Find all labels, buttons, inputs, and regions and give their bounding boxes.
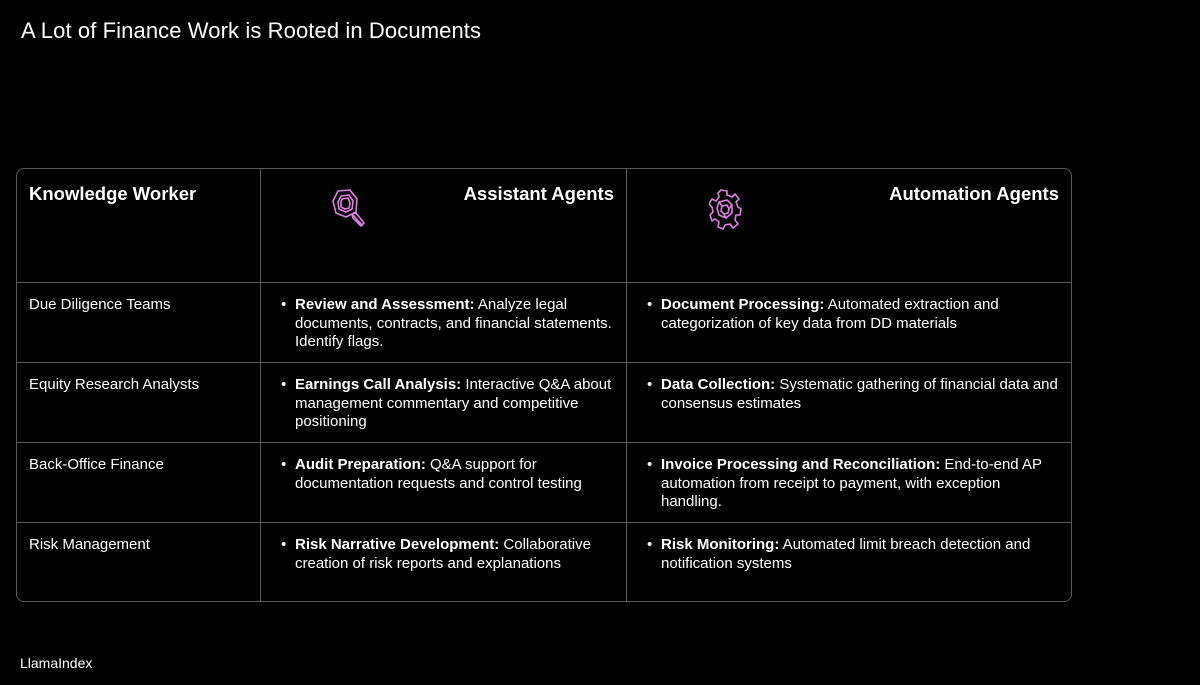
item-text: Automated extraction and categorization of key data from DD materials [661, 296, 999, 332]
item-title: Earnings Call Analysis: [295, 376, 462, 393]
list-item [281, 376, 616, 432]
automation-cell [627, 363, 1071, 443]
item-text: Systematic gathering of financial data and consensus estimates [661, 376, 1058, 412]
bullet-dot: • [647, 376, 653, 393]
item-title: Document Processing: [661, 296, 825, 313]
header-automation-agents [627, 169, 1071, 283]
item-title: Review and Assessment: [295, 296, 475, 313]
worker-label: Risk Management [29, 536, 150, 553]
table-row-worker [17, 443, 261, 523]
worker-label: Back-Office Finance [29, 456, 164, 473]
list-item [647, 376, 1061, 413]
item-title: Risk Monitoring: [661, 536, 780, 553]
list-item [647, 296, 1061, 333]
header-assistant-agents-label: Assistant Agents [463, 183, 614, 204]
header-assistant-agents [261, 169, 627, 283]
list-item [281, 456, 616, 493]
list-item [281, 536, 616, 573]
assistant-cell [261, 523, 627, 601]
page-title: A Lot of Finance Work is Rooted in Documents [21, 18, 482, 43]
bullet-dot: • [281, 376, 287, 393]
item-text: Collaborative creation of risk reports and explanations [295, 536, 591, 572]
list-item [647, 536, 1061, 573]
bullet-dot: • [281, 456, 287, 473]
item-title: Audit Preparation: [295, 456, 426, 473]
automation-cell [627, 283, 1071, 363]
bullet-dot: • [647, 536, 653, 553]
item-text: Automated limit breach detection and notification systems [661, 536, 1031, 572]
item-text: End-to-end AP automation from receipt to payment, with exception handling. [661, 456, 1042, 510]
magnifying-glass-icon [331, 187, 367, 231]
gear-icon [709, 187, 745, 231]
bullet-dot: • [281, 296, 287, 313]
item-text: Analyze legal documents, contracts, and financial statements. Identify flags. [295, 296, 612, 350]
assistant-cell [261, 443, 627, 523]
item-title: Data Collection: [661, 376, 776, 393]
bullet-dot: • [647, 456, 653, 473]
list-item [281, 296, 616, 352]
llamaindex-logo: LlamaIndex [20, 655, 93, 671]
bullet-dot: • [647, 296, 653, 313]
assistant-cell [261, 283, 627, 363]
header-knowledge-worker [17, 169, 261, 283]
header-automation-agents-label: Automation Agents [889, 183, 1059, 204]
list-item [647, 456, 1061, 512]
header-knowledge-worker-label: Knowledge Worker [29, 183, 197, 204]
automation-cell [627, 523, 1071, 601]
item-title: Invoice Processing and Reconciliation: [661, 456, 941, 473]
table-row-worker [17, 523, 261, 601]
worker-label: Equity Research Analysts [29, 376, 200, 393]
table-row-worker [17, 363, 261, 443]
assistant-cell [261, 363, 627, 443]
finance-agents-table [16, 168, 1072, 602]
worker-label: Due Diligence Teams [29, 296, 171, 313]
table-row-worker [17, 283, 261, 363]
automation-cell [627, 443, 1071, 523]
item-text: Interactive Q&A about management commentary and competitive positioning [295, 376, 612, 430]
item-text: Q&A support for documentation requests and control testing [295, 456, 582, 492]
item-title: Risk Narrative Development: [295, 536, 500, 553]
bullet-dot: • [281, 536, 287, 553]
